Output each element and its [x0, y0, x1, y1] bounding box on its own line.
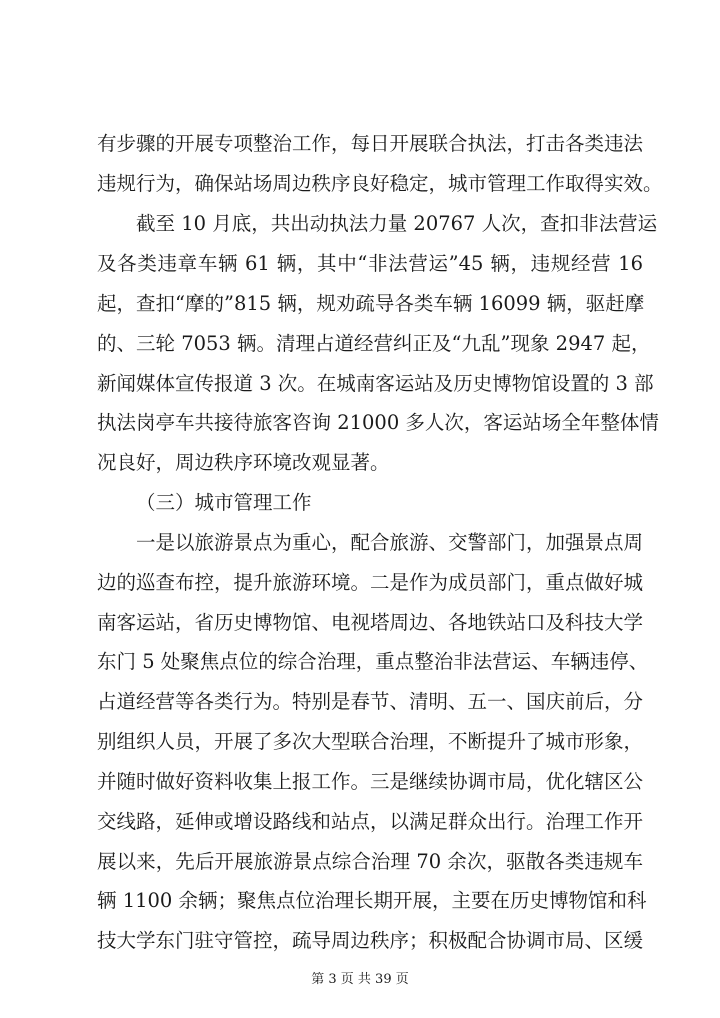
body-text-line: 起，查扣“摩的”815 辆，规劝疏导各类车辆 16099 辆，驱赶摩: [97, 292, 645, 315]
body-text-line: 的、三轮 7053 辆。清理占道经营纠正及“九乱”现象 2947 起，: [97, 332, 651, 355]
body-text-line: 及各类违章车辆 61 辆，其中“非法营运”45 辆，违规经营 16: [97, 252, 643, 275]
section-heading: （三）城市管理工作: [136, 491, 312, 514]
body-text-line: 违规行为，确保站场周边秩序良好稳定，城市管理工作取得实效。: [97, 172, 663, 195]
body-text-line: 辆 1100 余辆；聚焦点位治理长期开展，主要在历史博物馆和科: [97, 889, 647, 912]
body-text-line: 占道经营等各类行为。特别是春节、清明、五一、国庆前后，分: [97, 690, 644, 713]
body-text-line: 交线路，延伸或增设路线和站点，以满足群众出行。治理工作开: [97, 810, 644, 833]
body-text-line: 新闻媒体宣传报道 3 次。在城南客运站及历史博物馆设置的 3 部: [97, 372, 654, 395]
body-text-line: 技大学东门驻守管控，疏导周边秩序；积极配合协调市局、区缓: [97, 929, 644, 952]
body-text-line: 截至 10 月底，共出动执法力量 20767 人次，查扣非法营运: [136, 212, 658, 235]
body-text-line: 执法岗亭车共接待旅客咨询 21000 多人次，客运站场全年整体情: [97, 411, 659, 434]
body-text-line: 东门 5 处聚焦点位的综合治理，重点整治非法营运、车辆违停、: [97, 650, 649, 673]
body-text-line: 南客运站，省历史博物馆、电视塔周边、各地铁站口及科技大学: [97, 611, 644, 634]
page-number-footer: 第 3 页 共 39 页: [311, 972, 409, 987]
body-text-line: 一是以旅游景点为重心，配合旅游、交警部门，加强景点周: [136, 531, 644, 554]
body-text-line: 边的巡查布控，提升旅游环境。二是作为成员部门，重点做好城: [97, 571, 644, 594]
body-text-line: 并随时做好资料收集上报工作。三是继续协调市局，优化辖区公: [97, 770, 644, 793]
body-text-line: 有步骤的开展专项整治工作，每日开展联合执法，打击各类违法: [97, 132, 644, 155]
body-text-line: 况良好，周边秩序环境改观显著。: [97, 451, 390, 474]
body-text-line: 展以来，先后开展旅游景点综合治理 70 余次，驱散各类违规车: [97, 850, 643, 873]
body-text-line: 别组织人员，开展了多次大型联合治理，不断提升了城市形象，: [97, 730, 644, 753]
